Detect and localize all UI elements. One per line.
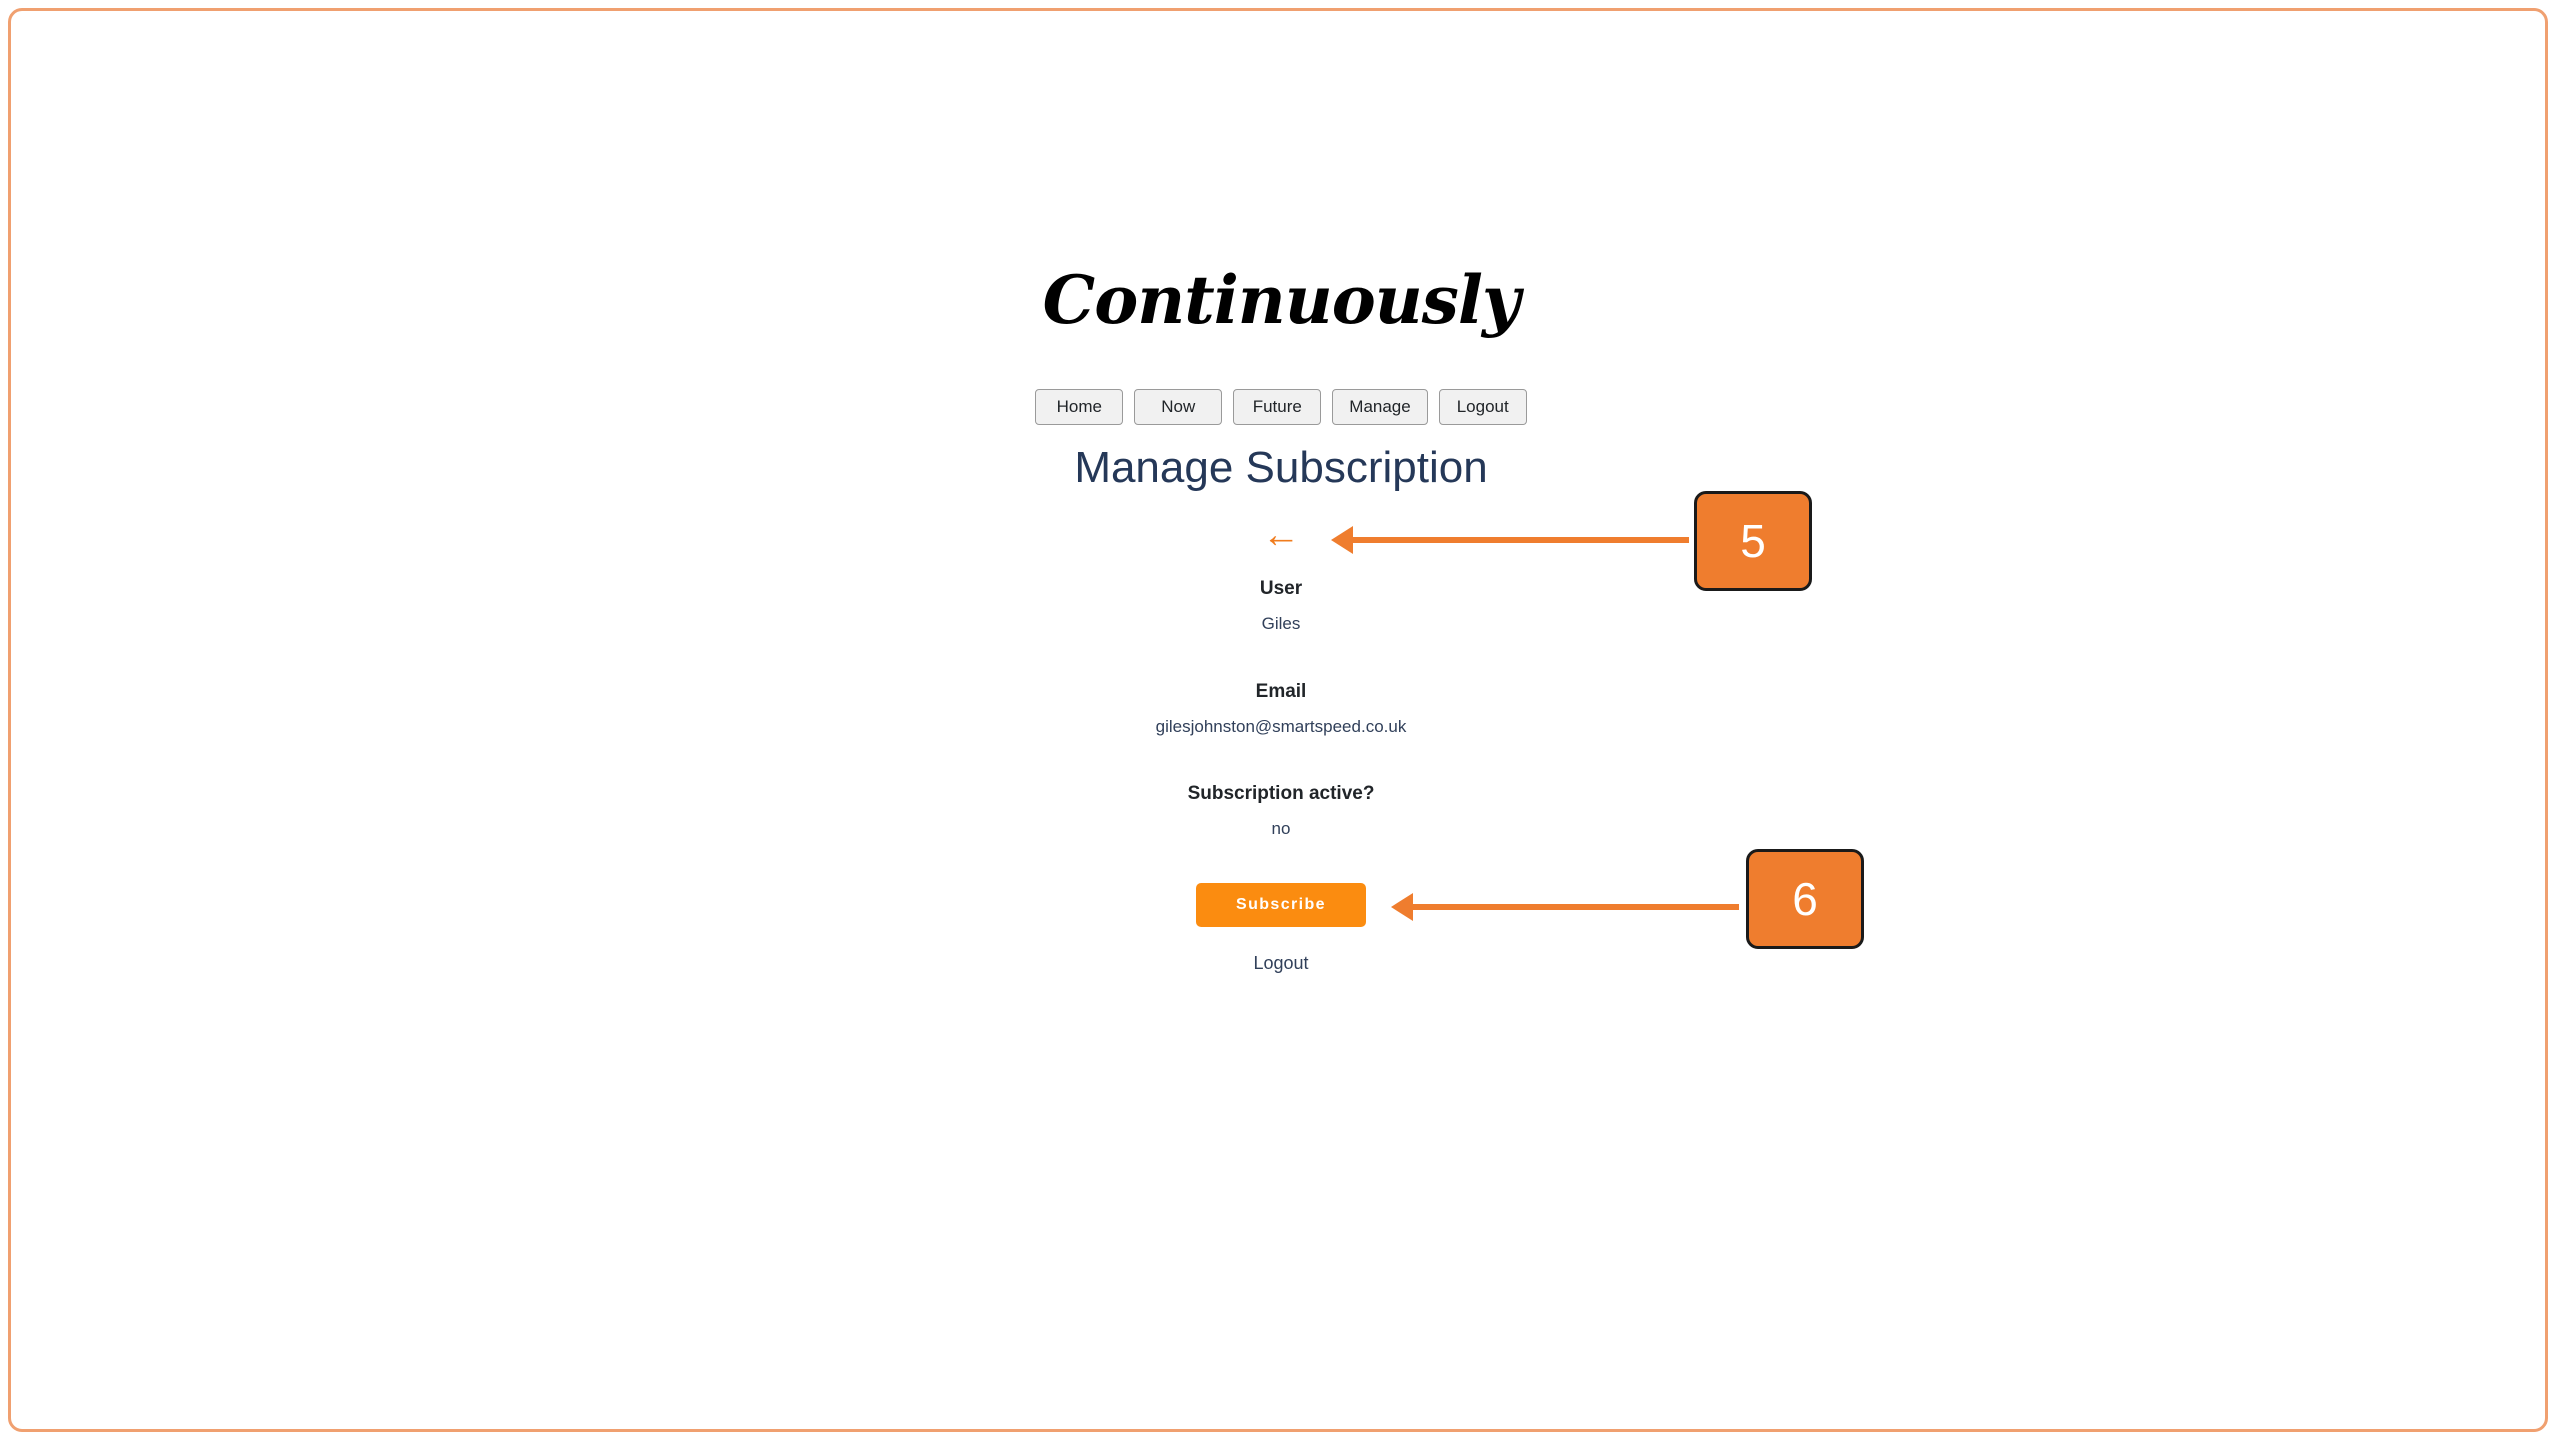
annotation-arrow-5 xyxy=(1351,537,1689,543)
user-value: Giles xyxy=(1261,614,1301,633)
email-label: Email xyxy=(1255,681,1307,702)
logout-link[interactable]: Logout xyxy=(1253,953,1309,973)
page-content xyxy=(11,11,2545,1429)
page-title: Manage Subscription xyxy=(1074,443,1488,492)
browser-page-frame xyxy=(8,8,2548,1432)
nav-item-future[interactable]: Future xyxy=(1233,389,1321,425)
subscription-detail-block xyxy=(11,781,2548,842)
nav-item-now[interactable]: Now xyxy=(1134,389,1222,425)
nav-item-home[interactable]: Home xyxy=(1035,389,1123,425)
subscription-active-value: no xyxy=(1271,819,1291,838)
annotation-callout-6: 6 xyxy=(1746,849,1864,949)
user-detail-block xyxy=(11,576,2548,637)
subscription-active-label: Subscription active? xyxy=(1187,783,1375,804)
email-value: gilesjohnston@smartspeed.co.uk xyxy=(1155,717,1407,736)
user-label: User xyxy=(1259,578,1303,599)
nav-item-manage[interactable]: Manage xyxy=(1332,389,1427,425)
arrow-left-icon[interactable]: ← xyxy=(1262,514,1300,556)
subscribe-button-wrap xyxy=(11,883,2548,927)
site-logo[interactable]: Continuously xyxy=(1042,261,1520,339)
email-detail-block xyxy=(11,679,2548,740)
nav-item-logout[interactable]: Logout xyxy=(1439,389,1527,425)
subscribe-button[interactable]: Subscribe xyxy=(1196,883,1366,927)
annotation-arrow-6 xyxy=(1411,904,1739,910)
annotation-callout-5: 5 xyxy=(1694,491,1812,591)
main-navigation xyxy=(11,389,2548,425)
